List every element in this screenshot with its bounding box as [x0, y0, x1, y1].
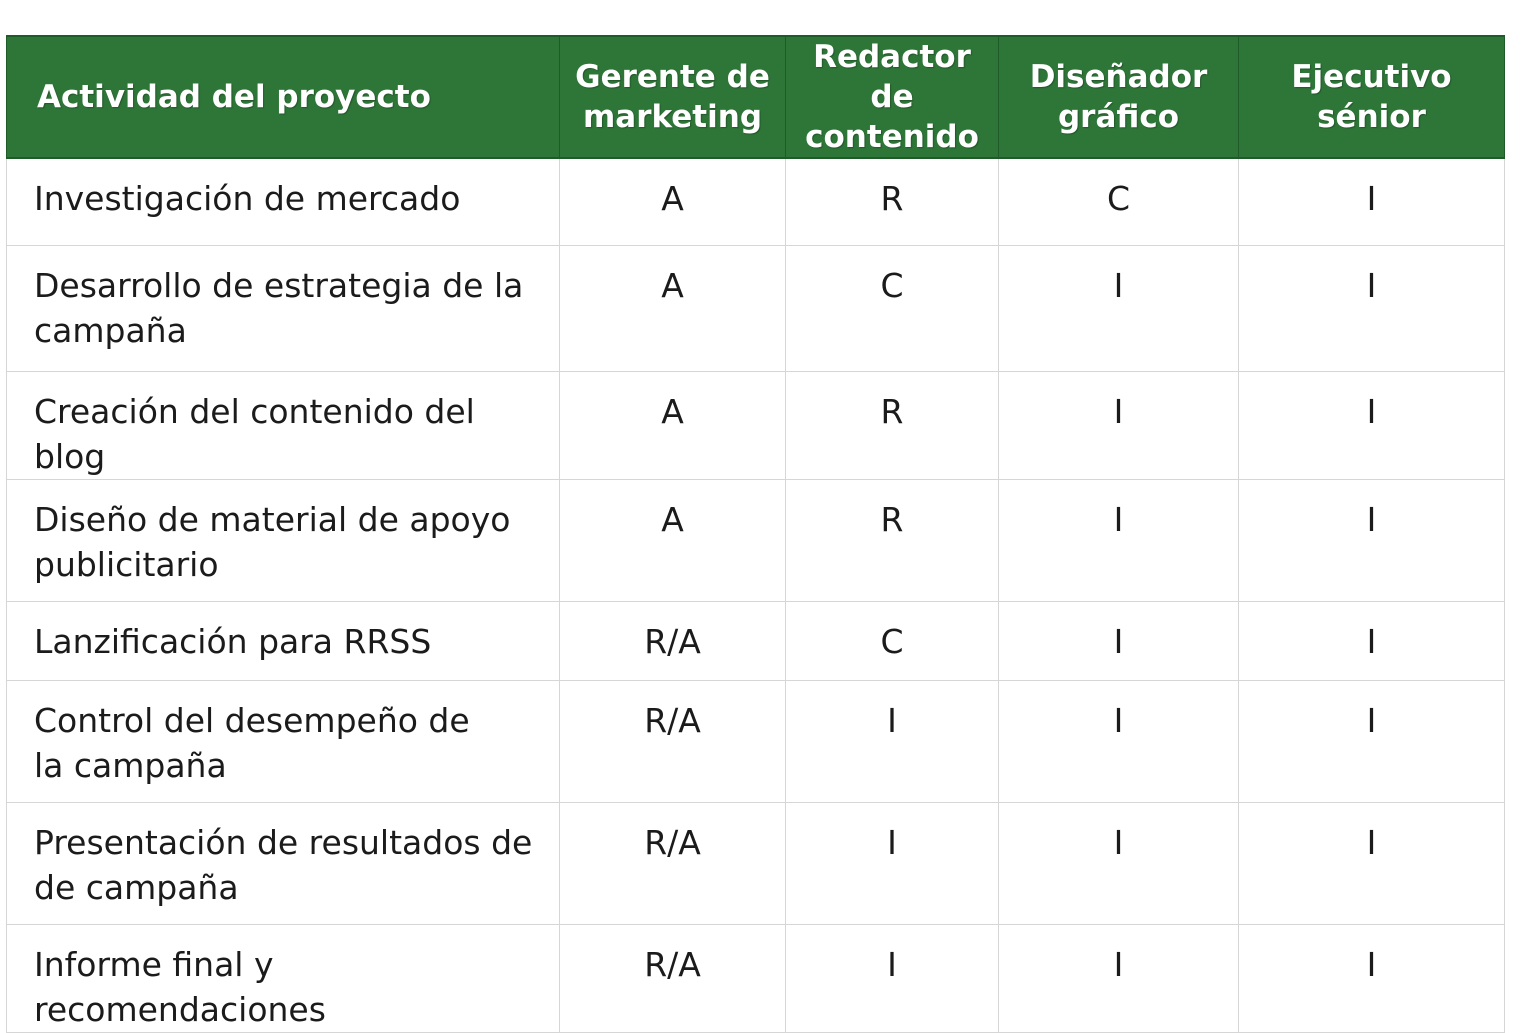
raci-cell: C	[999, 158, 1239, 246]
activity-cell: Lanzificación para RRSS	[7, 602, 560, 681]
activity-cell: Control del desempeño de la campaña	[7, 681, 560, 803]
activity-cell: Informe final y recomendaciones	[7, 925, 560, 1033]
table-row	[7, 803, 1505, 925]
raci-cell: C	[786, 602, 999, 681]
raci-cell: R	[786, 372, 999, 480]
raci-cell: A	[560, 158, 786, 246]
raci-cell: R	[786, 480, 999, 602]
raci-cell: I	[999, 480, 1239, 602]
raci-matrix-table	[6, 35, 1505, 1033]
raci-cell: I	[1239, 925, 1505, 1033]
activity-cell: Presentación de resultados de de campaña	[7, 803, 560, 925]
raci-cell: I	[999, 803, 1239, 925]
activity-cell: Desarrollo de estrategia de la campaña	[7, 246, 560, 372]
raci-cell: I	[1239, 803, 1505, 925]
raci-cell: C	[786, 246, 999, 372]
raci-cell: I	[999, 681, 1239, 803]
table-row	[7, 925, 1505, 1033]
activity-cell: Investigación de mercado	[7, 158, 560, 246]
raci-cell: I	[1239, 246, 1505, 372]
raci-cell: I	[999, 925, 1239, 1033]
raci-cell: I	[1239, 372, 1505, 480]
raci-cell: I	[999, 372, 1239, 480]
header-role-graphic-designer: Diseñador gráfico	[999, 36, 1239, 158]
raci-cell: A	[560, 246, 786, 372]
raci-cell: R/A	[560, 803, 786, 925]
header-activity: Actividad del proyecto	[7, 36, 560, 158]
raci-cell: R/A	[560, 925, 786, 1033]
raci-cell: I	[1239, 158, 1505, 246]
header-role-marketing-manager: Gerente de marketing	[560, 36, 786, 158]
header-role-senior-executive: Ejecutivo sénior	[1239, 36, 1505, 158]
table-row	[7, 681, 1505, 803]
table-row	[7, 158, 1505, 246]
table-row	[7, 480, 1505, 602]
raci-cell: I	[999, 246, 1239, 372]
header-row	[7, 36, 1505, 158]
raci-cell: I	[786, 681, 999, 803]
raci-cell: I	[999, 602, 1239, 681]
raci-cell: I	[1239, 480, 1505, 602]
activity-cell: Diseño de material de apoyo publicitario	[7, 480, 560, 602]
raci-cell: A	[560, 372, 786, 480]
activity-cell: Creación del contenido del blog	[7, 372, 560, 480]
raci-cell: A	[560, 480, 786, 602]
raci-cell: R/A	[560, 602, 786, 681]
table-row	[7, 602, 1505, 681]
raci-cell: R	[786, 158, 999, 246]
raci-cell: R/A	[560, 681, 786, 803]
raci-cell: I	[786, 925, 999, 1033]
raci-cell: I	[1239, 602, 1505, 681]
raci-cell: I	[786, 803, 999, 925]
header-role-content-writer: Redactor de contenido	[786, 36, 999, 158]
table-row	[7, 372, 1505, 480]
table-row	[7, 246, 1505, 372]
raci-cell: I	[1239, 681, 1505, 803]
